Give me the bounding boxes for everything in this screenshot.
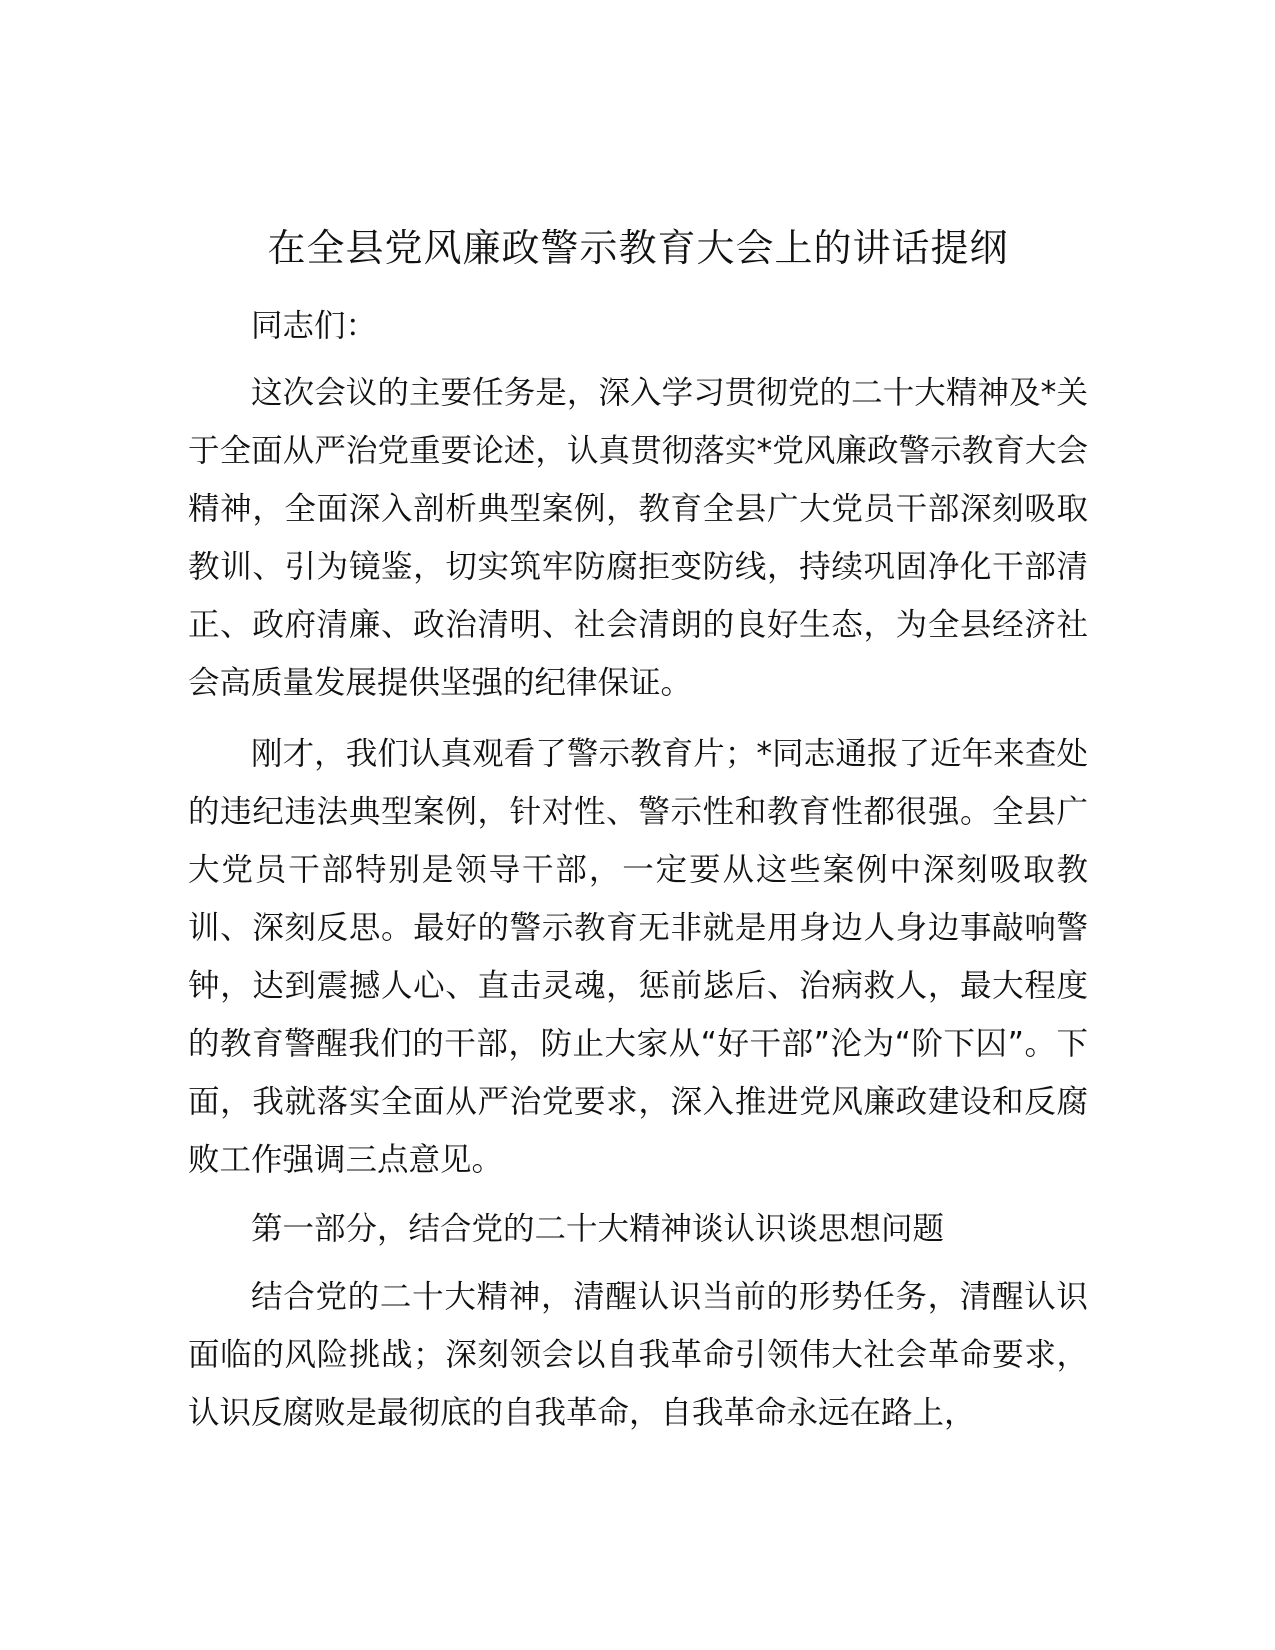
paragraph-intro: 这次会议的主要任务是，深入学习贯彻党的二十大精神及*关于全面从严治党重要论述，认真贯彻落实*党风廉政警示教育大会精神，全面深入剖析典型案例，教育全县广大党员干部深刻吸取教训、引为镜鉴，切实筑牢防腐拒变防线，持续巩固净化干部清正、政府清廉、政治清明、社会清朗的良好生态，为全县经济社会高质量发展提供坚强的纪律保证。 (188, 375, 1088, 701)
document-title: 在全县党风廉政警示教育大会上的讲话提纲 (267, 226, 1009, 270)
salutation: 同志们： (251, 308, 378, 344)
paragraph-warning-education: 刚才，我们认真观看了警示教育片；*同志通报了近年来查处的违纪违法典型案例，针对性、警示性和教育性都很强。全县广大党员干部特别是领导干部，一定要从这些案例中深刻吸取教训、深刻反思。最好的警示教育无非就是用身边人身边事敲响警钟，达到震撼人心、直击灵魂，惩前毖后、治病救人，最大程度的教育警醒我们的干部，防止大家从“好干部”沦为“阶下囚”。下面，我就落实全面从严治党要求，深入推进党风廉政建设和反腐败工作强调三点意见。 (188, 736, 1088, 1178)
paragraph-section-one: 结合党的二十大精神，清醒认识当前的形势任务，清醒认识面临的风险挑战；深刻领会以自我革命引领伟大社会革命要求，认识反腐败是最彻底的自我革命，自我革命永远在路上， (188, 1279, 1088, 1431)
section-heading: 第一部分，结合党的二十大精神谈认识谈思想问题 (251, 1211, 945, 1247)
